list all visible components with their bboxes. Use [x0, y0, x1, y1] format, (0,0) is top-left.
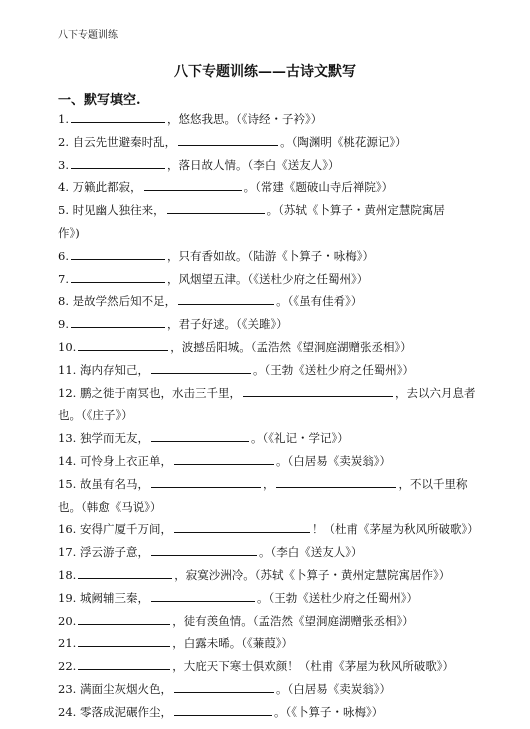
question-line — [58, 359, 478, 382]
answer-blank[interactable] — [174, 451, 274, 465]
answer-blank[interactable] — [167, 200, 265, 214]
question-text: 。（《礼记・学记》） — [250, 431, 349, 446]
question-text: 11. 海内存知己， — [58, 362, 149, 377]
question-text: ，只有香如故。（陆游《卜算子・咏梅》） — [166, 248, 374, 263]
question-text: 也。（《庄子》） — [58, 408, 133, 423]
question-text: 19. 城阙辅三秦， — [58, 590, 149, 605]
question-text: ，君子好逑。（《关雎》） — [166, 317, 288, 332]
question-line — [58, 313, 478, 336]
question-text: 5. 时见幽人独往来， — [58, 203, 165, 218]
question-line — [58, 108, 478, 131]
question-text: 。（白居易《卖炭翁》） — [275, 453, 391, 468]
answer-blank[interactable] — [151, 474, 261, 488]
question-text: ， — [262, 476, 275, 491]
question-text: 。（常建《题破山寺后禅院》） — [243, 180, 394, 195]
answer-blank[interactable] — [71, 269, 165, 283]
question-line — [58, 632, 478, 655]
section-heading: 一、默写填空. — [58, 93, 141, 108]
question-line — [58, 336, 478, 359]
question-text: ，徒有羡鱼情。（孟浩然《望洞庭湖赠张丞相》） — [172, 613, 414, 628]
question-line — [58, 176, 478, 199]
question-line — [58, 655, 478, 678]
question-text: ，大庇天下寒士俱欢颜！（杜甫《茅屋为秋风所破歌》） — [172, 659, 455, 674]
question-text: 18. — [58, 567, 77, 582]
page-header: 八下专题训练 — [58, 30, 118, 41]
answer-blank[interactable] — [71, 155, 165, 169]
question-text: 。（白居易《卖炭翁》） — [275, 681, 391, 696]
answer-blank[interactable] — [78, 565, 172, 579]
question-line — [58, 518, 478, 541]
question-line — [58, 564, 478, 587]
question-text: 4. 万籁此都寂， — [58, 180, 142, 195]
answer-blank[interactable] — [144, 177, 242, 191]
question-list — [58, 108, 478, 724]
question-line — [58, 382, 478, 405]
answer-blank[interactable] — [178, 291, 274, 305]
question-text: 14. 可怜身上衣正单， — [58, 453, 172, 468]
answer-blank[interactable] — [276, 474, 396, 488]
question-text: 10. — [58, 339, 77, 354]
answer-blank[interactable] — [71, 246, 165, 260]
question-line — [58, 610, 478, 633]
question-text: ！（杜甫《茅屋为秋风所破歌》） — [311, 522, 479, 537]
answer-blank[interactable] — [78, 337, 168, 351]
question-text: 。（苏轼《卜算子・黄州定慧院寓居 — [266, 203, 445, 218]
answer-blank[interactable] — [78, 656, 170, 670]
question-text: ，不以千里称 — [398, 476, 468, 491]
answer-blank[interactable] — [174, 702, 272, 716]
question-text: 22. — [58, 659, 77, 674]
question-text: ，悠悠我思。（《诗经・子衿》） — [166, 112, 323, 126]
page-title: 八下专题训练——古诗文默写 — [174, 64, 356, 80]
question-text: 21. — [58, 636, 77, 651]
question-text: 13. 独学而无友， — [58, 431, 149, 446]
question-line — [58, 541, 478, 564]
question-text: 2. 自云先世避秦时乱， — [58, 134, 177, 149]
question-text: 3. — [58, 157, 69, 172]
answer-blank[interactable] — [78, 611, 170, 625]
question-text: 。（李白《送友人》） — [258, 545, 363, 560]
question-text: 12. 鹏之徙于南冥也，水击三千里， — [58, 385, 241, 400]
question-line — [58, 268, 478, 291]
answer-blank[interactable] — [151, 360, 251, 374]
question-text: 。（《虽有佳肴》） — [276, 294, 363, 309]
question-line — [58, 427, 478, 450]
answer-blank[interactable] — [151, 588, 255, 602]
question-text: 。（《卜算子・咏梅》） — [273, 704, 384, 719]
question-line — [58, 496, 478, 519]
question-text: 7. — [58, 271, 69, 286]
question-text: 24. 零落成泥碾作尘， — [58, 704, 172, 719]
answer-blank[interactable] — [71, 109, 165, 123]
question-text: ，风烟望五津。（《送杜少府之任蜀州》） — [166, 271, 369, 286]
question-text: 。（陶渊明《桃花源记》） — [280, 134, 407, 149]
question-line — [58, 678, 478, 701]
question-text: 9. — [58, 317, 69, 332]
question-line — [58, 473, 478, 496]
answer-blank[interactable] — [151, 542, 257, 556]
answer-blank[interactable] — [178, 132, 278, 146]
question-text: ，波撼岳阳城。（孟浩然《望洞庭湖赠张丞相》） — [170, 339, 412, 354]
question-text: 6. — [58, 248, 69, 263]
question-line — [58, 404, 478, 427]
question-line — [58, 587, 478, 610]
question-text: 15. 故虽有名马， — [58, 476, 149, 491]
question-line — [58, 701, 478, 724]
question-text: 1. — [58, 112, 69, 126]
question-text: 23. 满面尘灰烟火色， — [58, 681, 172, 696]
question-text: 作》) — [58, 225, 80, 240]
question-text: 16. 安得广厦千万间， — [58, 522, 172, 537]
question-text: ，寂寞沙洲冷。（苏轼《卜算子・黄州定慧院寓居作》） — [174, 567, 451, 582]
question-text: 17. 浮云游子意， — [58, 545, 149, 560]
question-text: ，落日故人情。（李白《送友人》） — [166, 157, 340, 172]
question-text: 20. — [58, 613, 77, 628]
question-line — [58, 245, 478, 268]
question-line — [58, 290, 478, 313]
question-text: 也。（韩愈《马说》） — [58, 499, 162, 514]
question-text: 8. 是故学然后知不足， — [58, 294, 177, 309]
answer-blank[interactable] — [78, 633, 170, 647]
question-line — [58, 131, 478, 154]
answer-blank[interactable] — [151, 428, 249, 442]
answer-blank[interactable] — [71, 314, 165, 328]
question-text: ，去以六月息者 — [394, 385, 476, 400]
question-line — [58, 154, 478, 177]
question-text: 。（王勃《送杜少府之任蜀州》） — [256, 590, 418, 605]
answer-blank[interactable] — [174, 679, 274, 693]
question-text: 。（王勃《送杜少府之任蜀州》） — [252, 362, 414, 377]
question-line — [58, 199, 478, 222]
question-line — [58, 450, 478, 473]
question-text: ，白露未晞。（《蒹葭》） — [172, 636, 294, 651]
question-line — [58, 222, 478, 245]
answer-blank[interactable] — [174, 519, 310, 533]
answer-blank[interactable] — [243, 383, 393, 397]
